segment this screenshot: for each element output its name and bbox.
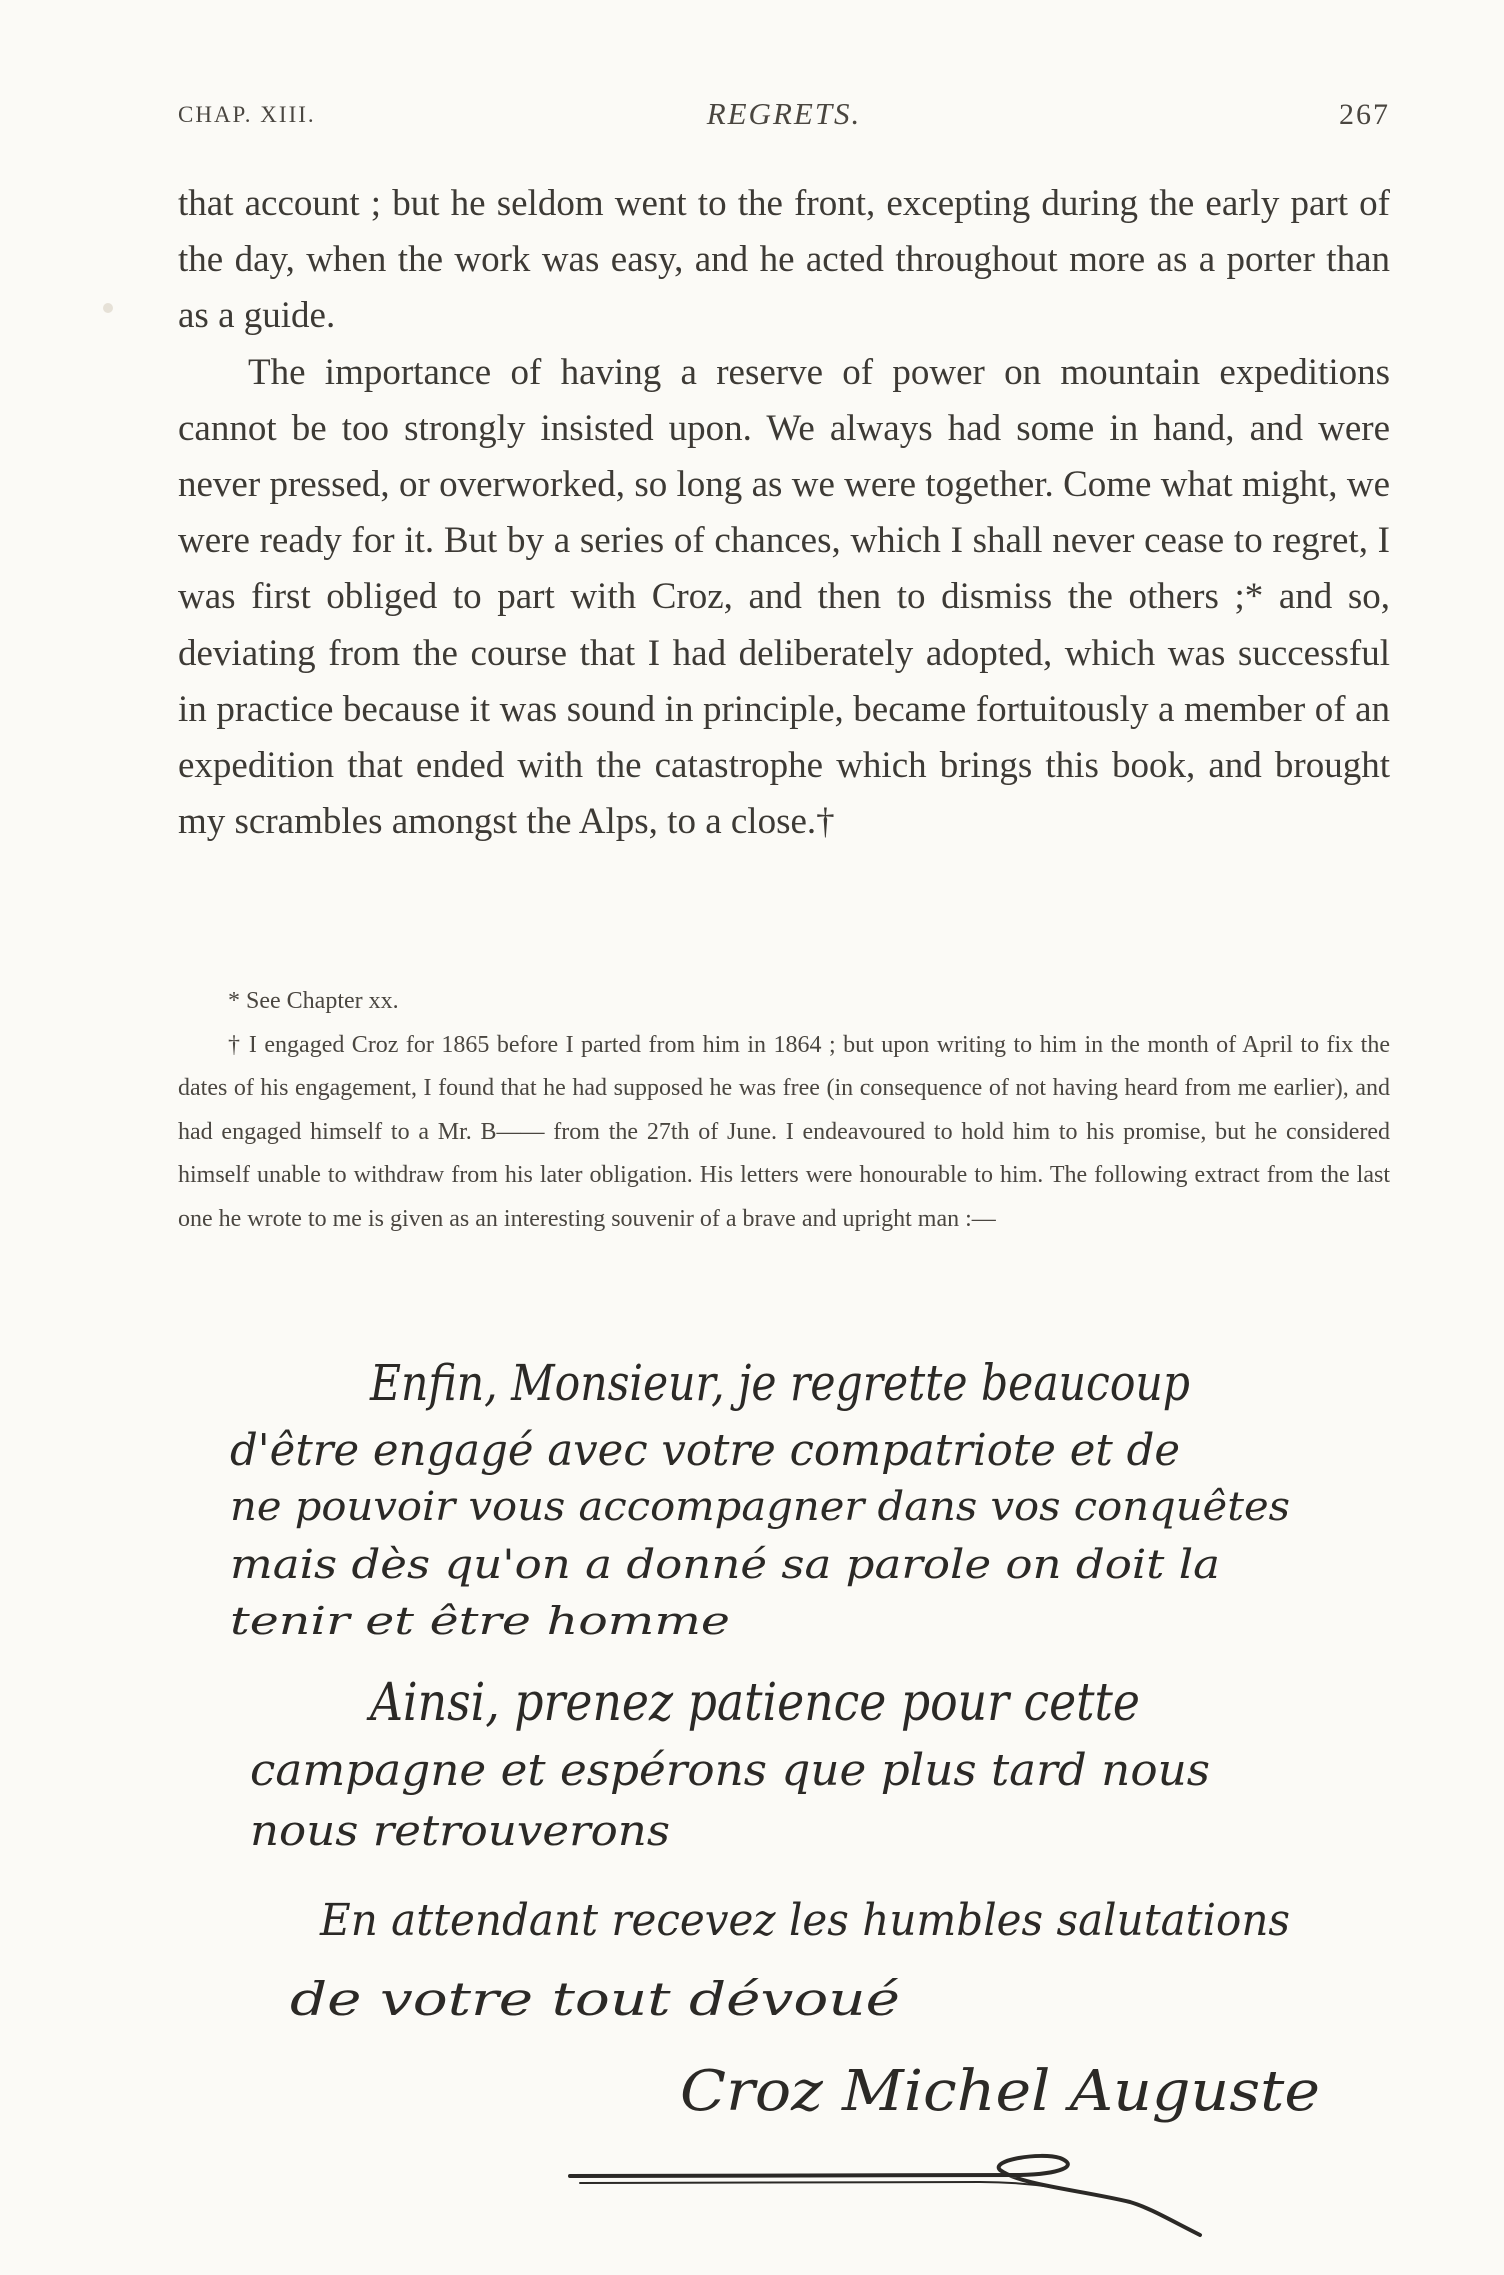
body-paragraph: The importance of having a reserve of power on mountain expeditions cannot be too strongly insisted upon. We always had some in hand, and were never pressed, or overworked, so long as we were together. Come what might, we were ready for it. But by a series of chances, which I shall never cease to regret, I was first obliged to part with Croz, and then to dismiss the others ;* and so, deviating from the course that I had deliberately adopted, which was successful in practice because it was sound in principle, became fortuitously a member of an expedition that ended with the catastrophe which brings this book, and brought my scrambles amongst the Alps, to a close.† bbox=[178, 351, 1390, 843]
handwriting-svg bbox=[200, 1340, 1380, 2240]
footnote: * See Chapter xx. bbox=[228, 988, 399, 1014]
page-title: REGRETS. bbox=[706, 96, 862, 131]
letter-line: Ainsi, prenez patience pour cette bbox=[366, 1673, 1141, 1733]
letter-line: tenir et être homme bbox=[230, 1599, 730, 1643]
letter-line: d'être engagé avec votre compatriote et de bbox=[230, 1425, 1180, 1476]
letter-line: mais dès qu'on a donné sa parole on doit la bbox=[230, 1542, 1220, 1588]
footnote: † I engaged Croz for 1865 before I parted from him in 1864 ; but upon writing to him in the month of April to fix the dates of his engagement, I found that he had supposed he was free (in consequence of not having heard from me earlier), and had engaged himself to a Mr. B—— from the 27th of June. I endeavoured to hold him to his promise, but he considered himself unable to withdraw from his later obligation. His letters were honourable to him. The following extract from the last one he wrote to me is given as an interesting souvenir of a brave and upright man :— bbox=[178, 1031, 1390, 1232]
letter-line: Enfin, Monsieur, je regrette beaucoup bbox=[369, 1354, 1190, 1412]
letter-line: ne pouvoir vous accompagner dans vos conquêtes bbox=[230, 1484, 1290, 1530]
letter-line: nous retrouverons bbox=[250, 1806, 670, 1855]
handwritten-letter bbox=[200, 1340, 1380, 2240]
footnotes bbox=[178, 980, 1390, 1241]
body-text bbox=[178, 176, 1390, 850]
paper-speck bbox=[103, 303, 113, 313]
running-head bbox=[178, 96, 1390, 136]
signature: Croz Michel Auguste bbox=[680, 2059, 1320, 2124]
letter-line: de votre tout dévoué bbox=[290, 1972, 900, 2026]
signature-flourish bbox=[570, 2156, 1200, 2235]
chapter-label: CHAP. XIII. bbox=[178, 102, 316, 127]
letter-line: campagne et espérons que plus tard nous bbox=[250, 1745, 1210, 1796]
body-paragraph: that account ; but he seldom went to the front, excepting during the early part of the day, when the work was easy, and he acted throughout more as a porter than as a guide. bbox=[178, 183, 1390, 337]
page-number: 267 bbox=[1339, 98, 1390, 131]
letter-line: En attendant recevez les humbles salutations bbox=[319, 1895, 1290, 1946]
